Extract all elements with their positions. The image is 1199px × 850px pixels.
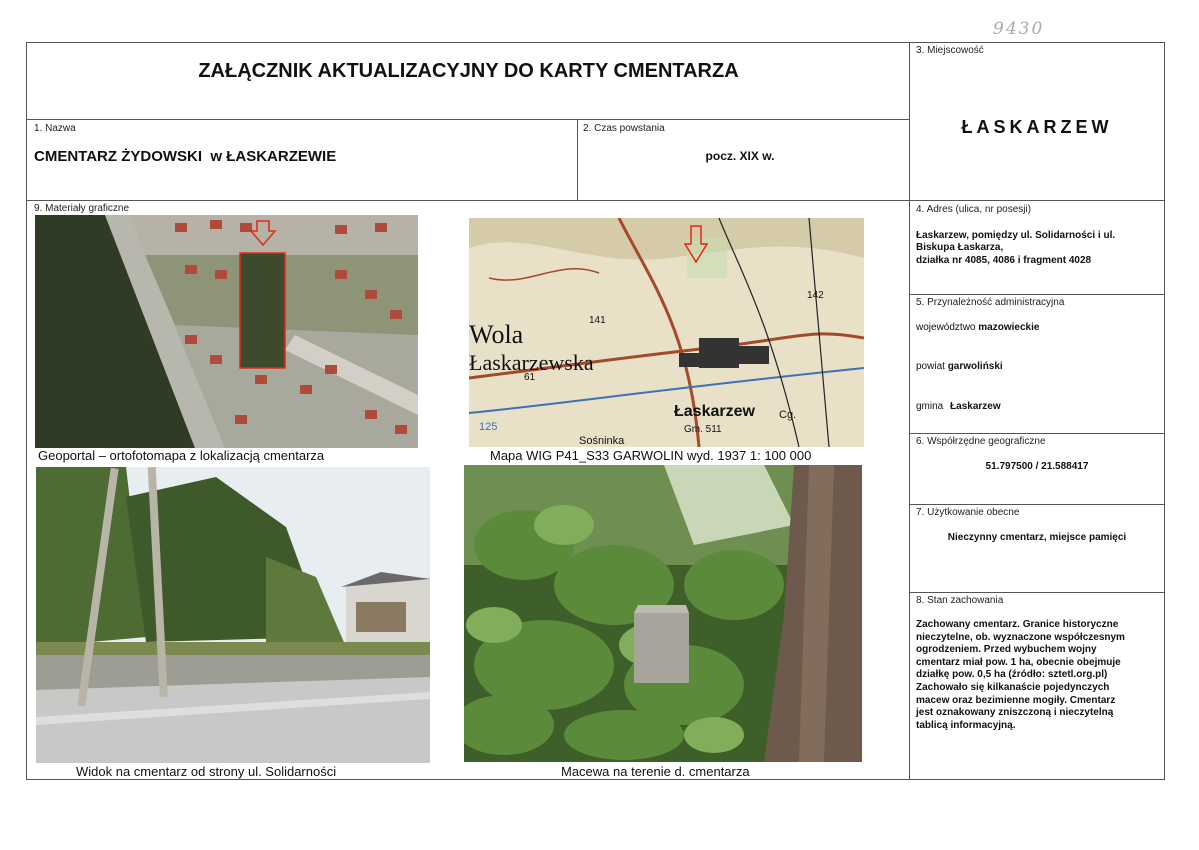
field-9-label: 9. Materiały graficzne bbox=[34, 203, 130, 214]
field-7-value: Nieczynny cmentarz, miejsce pamięci bbox=[947, 532, 1127, 543]
svg-text:125: 125 bbox=[479, 421, 498, 433]
voivodeship-value: mazowieckie bbox=[978, 322, 1040, 333]
street-view-caption: Widok na cmentarz od strony ul. Solidarności bbox=[76, 764, 337, 779]
field-8-line-7: macew oraz bezimienne mogiły. Cmentarz bbox=[916, 695, 1116, 706]
county-row bbox=[916, 361, 1003, 372]
street-view-photo bbox=[36, 467, 430, 763]
field-8-line-4: cmentarz miał pow. 1 ha, obecnie obejmuje bbox=[916, 657, 1121, 668]
field-8-line-6: Zachowało się kilkanaście pojedynczych bbox=[916, 682, 1110, 693]
map-caption: Mapa WIG P41_S33 GARWOLIN wyd. 1937 1: 100 000 bbox=[490, 448, 812, 463]
historical-map-image bbox=[469, 218, 864, 447]
field-4-label: 4. Adres (ulica, nr posesji) bbox=[916, 204, 1032, 215]
matzevah-photo bbox=[464, 465, 862, 762]
svg-text:61: 61 bbox=[524, 372, 536, 383]
commune-row bbox=[916, 401, 1001, 412]
svg-text:Gm. 511: Gm. 511 bbox=[684, 424, 722, 435]
field-3-label: 3. Miejscowość bbox=[916, 45, 984, 56]
commune-prefix: gmina bbox=[916, 401, 944, 412]
field-8-line-1: Zachowany cmentarz. Granice historyczne bbox=[916, 619, 1119, 630]
divider-title bbox=[26, 119, 909, 120]
svg-text:Łaskarzew: Łaskarzew bbox=[674, 403, 755, 420]
field-4-line-2: Biskupa Łaskarza, bbox=[916, 242, 1004, 253]
field-8-line-3: ogrodzeniem. Przed wybuchem wojny bbox=[916, 644, 1097, 655]
field-2-label: 2. Czas powstania bbox=[583, 123, 665, 134]
field-8-line-2: nieczytelne, ob. wyznaczone współczesnym bbox=[916, 632, 1125, 643]
matzevah-caption: Macewa na terenie d. cmentarza bbox=[561, 764, 750, 779]
orthophoto-caption: Geoportal – ortofotomapa z lokalizacją cmentarza bbox=[38, 448, 325, 463]
divider-field6 bbox=[909, 433, 1165, 434]
handwritten-number: 9430 bbox=[993, 19, 1045, 39]
svg-text:Wola: Wola bbox=[469, 320, 524, 349]
field-5-label: 5. Przynależność administracyjna bbox=[916, 297, 1065, 308]
page-title: ZAŁĄCZNIK AKTUALIZACYJNY DO KARTY CMENTARZA bbox=[198, 60, 739, 82]
orthophoto-image bbox=[35, 215, 418, 448]
commune-value: Łaskarzew bbox=[950, 401, 1001, 412]
border-bottom bbox=[26, 779, 1165, 780]
border-right bbox=[1164, 42, 1165, 780]
divider-field5 bbox=[909, 294, 1165, 295]
voivodeship-prefix: województwo bbox=[916, 322, 976, 333]
field-7-label: 7. Użytkowanie obecne bbox=[916, 507, 1020, 518]
field-8-label: 8. Stan zachowania bbox=[916, 595, 1004, 606]
svg-text:Łaskarzewska: Łaskarzewska bbox=[469, 350, 594, 375]
svg-text:142: 142 bbox=[807, 290, 824, 301]
voivodeship-row bbox=[916, 322, 1039, 333]
field-1-label: 1. Nazwa bbox=[34, 123, 76, 134]
divider-field8 bbox=[909, 592, 1165, 593]
county-value: garwoliński bbox=[947, 361, 1003, 372]
divider-field7 bbox=[909, 504, 1165, 505]
divider-name-date bbox=[577, 119, 578, 200]
county-prefix: powiat bbox=[916, 361, 945, 372]
field-2-value: pocz. XIX w. bbox=[705, 149, 775, 163]
field-4-line-1: Łaskarzew, pomiędzy ul. Solidarności i ul. bbox=[916, 230, 1116, 241]
divider-right-column bbox=[909, 42, 910, 780]
field-8-line-9: tablicą informacyjną. bbox=[916, 720, 1016, 731]
field-8-line-8: jest oznakowany zniszczoną i nieczytelną bbox=[916, 707, 1114, 718]
border-left bbox=[26, 42, 27, 780]
field-3-value: ŁASKARZEW bbox=[961, 117, 1113, 137]
svg-text:141: 141 bbox=[589, 315, 606, 326]
divider-header bbox=[26, 200, 1165, 201]
svg-text:Sośninka: Sośninka bbox=[579, 435, 625, 447]
field-8-line-5: działkę pow. 0,5 ha (źródło: sztetl.org.pl) bbox=[916, 669, 1108, 680]
field-4-line-3: działka nr 4085, 4086 i fragment 4028 bbox=[916, 255, 1092, 266]
field-6-label: 6. Współrzędne geograficzne bbox=[916, 436, 1046, 447]
svg-text:Cg.: Cg. bbox=[779, 409, 797, 421]
field-1-value: CMENTARZ ŻYDOWSKI w ŁASKARZEWIE bbox=[34, 148, 337, 165]
border-top bbox=[26, 42, 1165, 43]
field-6-value: 51.797500 / 21.588417 bbox=[985, 461, 1089, 472]
